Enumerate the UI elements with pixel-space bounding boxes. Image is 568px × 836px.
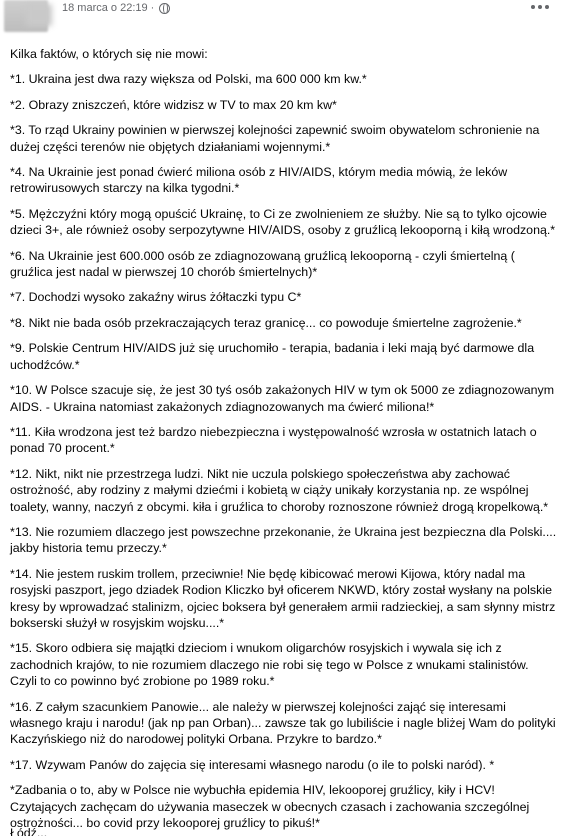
fact-item: *10. W Polsce szacuje się, że jest 30 tyś osób zakażonych HIV w tym ok 5000 ze zdiagnozowanym AIDS. - Ukraina natomiast zakażonych zdiagnozowanych ma ćwierć miliona!* (10, 383, 555, 414)
author-name-redacted (26, 4, 52, 26)
fact-item: *15. Skoro odbiera się majątki dzieciom i wnukom oligarchów rosyjskich i wywala się ich z zachodnich krajów, to nie rozumiem dlaczego nie robi się tego w Polsce z wnukami stalinistów. Czyli to co powinno być zrobione po 1989 roku.* (10, 641, 529, 689)
fact-item: *4. Na Ukrainie jest ponad ćwierć miliona osób z HIV/AIDS, którym media mówią, że leków retrowirusowych starczy na kilka tygodni.* (10, 165, 508, 196)
fact-item: *9. Polskie Centrum HIV/AIDS już się uruchomiło - terapia, badania i leki mają być darmowe dla uchodźców.* (10, 341, 535, 372)
fact-item: *Zadbania o to, aby w Polsce nie wybuchła epidemia HIV, lekooporej gruźlicy, kiły i HCV! Czytających zachęcam do używania maseczek w obecnych czasach i zachowania szczególnej ostrożności... bo covid przy lekooporej gruźlicy to pikuś!* (10, 783, 530, 831)
post-intro: Kilka faktów, o których się nie mowi: (10, 47, 208, 61)
fact-item: *16. Z całym szacunkiem Panowie... ale należy w pierwszej kolejności zająć się interesami własnego kraju i narodu! (jak np pan Orban)... zawsze tak go lubiliście i nagle bliżej Wam do polityki Kaczyńskiego niż do narodowej polityki Orbana. Przykre to bardzo.* (10, 699, 556, 747)
globe-icon (159, 3, 170, 14)
fact-item: *7. Dochodzi wysoko zakaźny wirus żółtaczki typu C* (10, 290, 302, 305)
fact-item: *14. Nie jestem ruskim trollem, przeciwnie! Nie będę kibicować merowi Kijowa, który nadal ma rosyjski paszport, jego dziadek Rodion Kliczko był oficerem NKWD, który został wysłany na polskie kresy by wprowadzać stalinizm, ojciec boksera był generałem armii radzieckiej, a sam słynny mistrz bokserski służył w rosyjskim wojsku....* (10, 566, 556, 630)
post-timestamp[interactable]: 18 marca o 22:19 (62, 2, 148, 14)
fact-item: *11. Kiła wrodzona jest też bardzo niebezpieczna i występowalność wzrosła w ostatnich latach o ponad 70 procent.* (10, 424, 537, 456)
post-meta (62, 0, 170, 16)
truncated-line: Łódź... (10, 826, 48, 836)
fact-item: *12. Nikt, nikt nie przestrzega ludzi. Nikt nie uczula polskiego społeczeństwa aby zachować ostrożność, aby rodziny z małymi dziećmi i kobietą w ciąży unikały korzystania np. ze wspólnej toalety, wanny, naczyń z obcymi. kiła i gruźlica to choroby roznoszone również drogą kropelkową.* (10, 466, 549, 514)
post-header (0, 0, 568, 40)
post-body (10, 46, 558, 831)
fact-item: *8. Nikt nie bada osób przekraczających teraz granicę... co powoduje śmiertelne zagrożenie.* (10, 315, 522, 330)
fact-item: *6. Na Ukrainie jest 600.000 osób ze zdiagnozowaną gruźlicą lekooporną - czyli śmiertelną ( gruźlica jest nadal w pierwszej 10 chorób śmiertelnych)* (10, 248, 515, 280)
meta-separator: · (150, 2, 155, 14)
fact-item: *17. Wzywam Panów do zajęcia się interesami własnego narodu (o ile to polski naród). * (10, 757, 495, 772)
fact-item: *13. Nie rozumiem dlaczego jest powszechne przekonanie, że Ukraina jest bezpieczna dla Polski.... jakby historia temu przeczy.* (10, 524, 557, 556)
more-options-icon[interactable] (530, 2, 550, 12)
fact-item: *5. Mężczyźni który mogą opuścić Ukrainę, to Ci ze zwolnieniem ze służby. Nie są to tylko ojcowie dzieci 3+, ale również osoby serpozytywne HIV/AIDS, osoby z gruźlicą lekooporną i kiłą wrodzoną.* (10, 206, 556, 238)
fact-item: *1. Ukraina jest dwa razy większa od Polski, ma 600 000 km kw.* (10, 72, 367, 87)
fact-item: *3. To rząd Ukrainy powinien w pierwszej kolejności zapewnić swoim obywatelom schronienie na dużej części terenów nie objętych działaniami wojennymi.* (10, 123, 540, 154)
fact-item: *2. Obrazy zniszczeń, które widzisz w TV to max 20 km kw* (10, 97, 337, 112)
